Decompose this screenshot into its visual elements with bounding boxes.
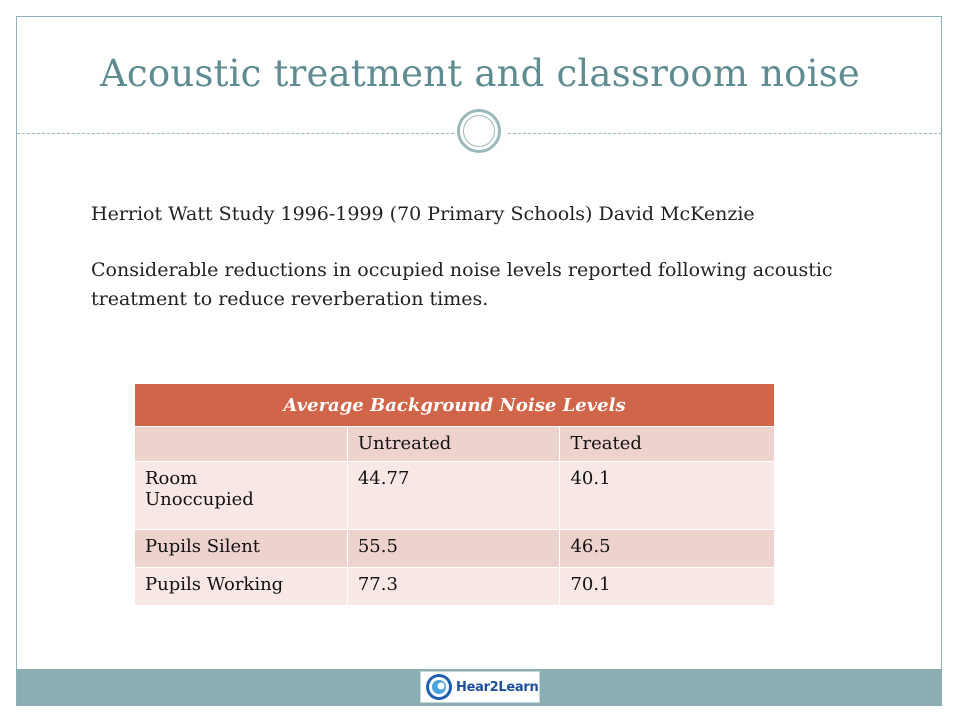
- logo-text: Hear2Learn: [456, 679, 539, 695]
- table-row: [135, 530, 775, 568]
- slide-title: Acoustic treatment and classroom noise: [100, 52, 860, 95]
- header-cell-untreated: Untreated: [347, 427, 560, 462]
- table-row: [135, 462, 775, 530]
- table-header-row: [135, 427, 775, 462]
- finding-text: Considerable reductions in occupied noise levels reported following acoustic treatment to reduce reverberation times.: [91, 259, 833, 310]
- title-divider-right: [508, 133, 942, 134]
- untreated-value: 77.3: [347, 568, 560, 606]
- row-label: Pupils Working: [135, 568, 348, 606]
- treated-value: 46.5: [560, 530, 775, 568]
- hear2learn-logo: [420, 671, 540, 703]
- table-caption: Average Background Noise Levels: [135, 384, 775, 427]
- swirl-logo-icon: [424, 672, 454, 702]
- title-divider-left: [17, 133, 454, 134]
- header-cell-empty: [135, 427, 348, 462]
- header-cell-treated: Treated: [560, 427, 775, 462]
- row-label: Pupils Silent: [135, 530, 348, 568]
- untreated-value: 55.5: [347, 530, 560, 568]
- noise-levels-table: [134, 383, 775, 606]
- untreated-value: 44.77: [347, 462, 560, 530]
- row-label: Room Unoccupied: [135, 462, 348, 530]
- divider-circle-ornament: [457, 109, 501, 153]
- study-line: Herriot Watt Study 1996-1999 (70 Primary Schools) David McKenzie: [91, 203, 755, 225]
- treated-value: 70.1: [560, 568, 775, 606]
- table-row: [135, 568, 775, 606]
- treated-value: 40.1: [560, 462, 775, 530]
